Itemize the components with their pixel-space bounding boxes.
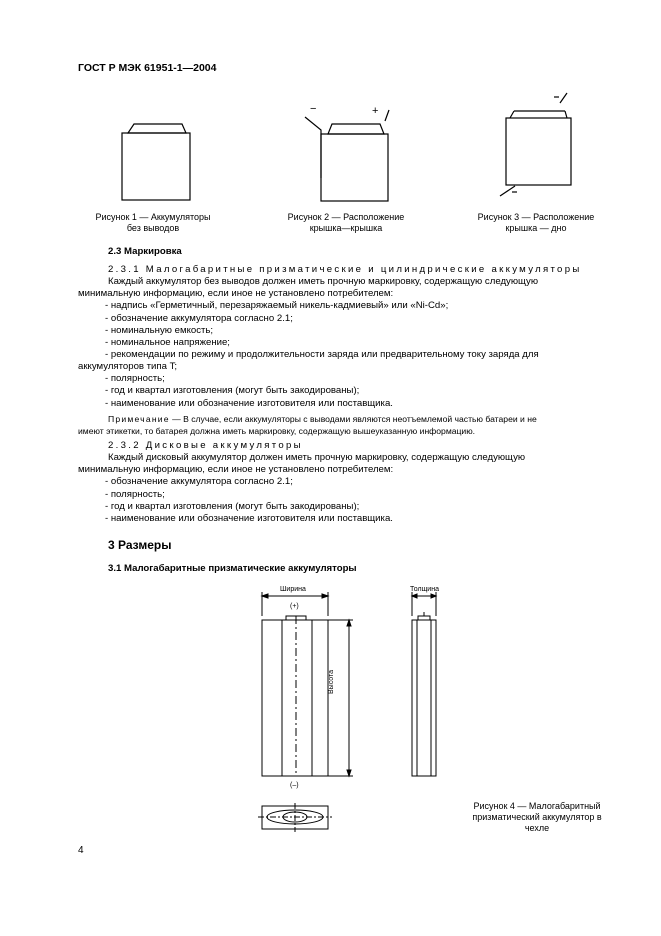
list-item: - наименование или обозначение изготовителя или поставщика.: [105, 513, 393, 524]
figures-1-3-drawing: [0, 0, 661, 240]
list-item: - год и квартал изготовления (могут быть закодированы);: [105, 501, 360, 512]
section-2-3-2-title: 2.3.2 Дисковые аккумуляторы: [108, 440, 303, 451]
list-item: - обозначение аккумулятора согласно 2.1;: [105, 476, 293, 487]
side-view-battery: [412, 620, 436, 776]
note-line-1: Примечание — В случае, если аккумуляторы с выводами являются неотъемлемой частью батареи и не: [108, 414, 537, 424]
list-item: - год и квартал изготовления (могут быть закодированы);: [105, 385, 360, 396]
figure-3-battery: [500, 93, 571, 196]
note-line-2: имеют этикетки, то батарея должна иметь маркировку, содержащую вышеуказанную информацию.: [78, 426, 476, 436]
section-3-1-heading: 3.1 Малогабаритные призматические аккумуляторы: [108, 563, 357, 574]
document-header: ГОСТ Р МЭК 61951-1—2004: [78, 62, 217, 74]
bottom-view-battery: [262, 806, 328, 829]
section-2-3-1-title: 2.3.1 Малогабаритные призматические и цилиндрические аккумуляторы: [108, 264, 582, 275]
minus-terminal-label: (–): [290, 782, 299, 789]
minus-sign: −: [310, 103, 317, 115]
section-2-3-heading: 2.3 Маркировка: [108, 246, 182, 257]
page-number: 4: [78, 845, 84, 856]
figure-3-caption: Рисунок 3 — Расположение крышка — дно: [477, 212, 595, 233]
figure-4-caption: Рисунок 4 — Малогабаритный призматический аккумулятор в чехле: [472, 801, 602, 833]
figure-1-caption: Рисунок 1 — Аккумуляторы без выводов: [95, 212, 211, 233]
list-item: - обозначение аккумулятора согласно 2.1;: [105, 313, 293, 324]
list-item: - полярность;: [105, 373, 165, 384]
list-item: - наименование или обозначение изготовителя или поставщика.: [105, 398, 393, 409]
plus-sign: +: [372, 105, 379, 117]
note-label: Примечание: [108, 414, 170, 424]
figure-2-battery: [305, 103, 389, 201]
list-item: - рекомендации по режиму и продолжительности заряда или предварительному току заряда для: [105, 349, 539, 360]
list-item: - полярность;: [105, 489, 165, 500]
list-item-continuation: аккумуляторов типа T;: [78, 361, 178, 372]
list-item: - номинальное напряжение;: [105, 337, 230, 348]
list-item: - номинальную емкость;: [105, 325, 214, 336]
figure-1-battery: [122, 124, 190, 200]
front-view-battery: [262, 620, 328, 776]
list-item: - надпись «Герметичный, перезаряжаемый никель-кадмиевый» или «Ni-Cd»;: [105, 300, 449, 311]
height-label: Высота: [328, 669, 335, 694]
figure-2-caption: Рисунок 2 — Расположение крышка—крышка: [287, 212, 405, 233]
paragraph-line: Каждый дисковый аккумулятор должен иметь прочную маркировку, содержащую следующую: [108, 452, 526, 463]
thickness-label: Толщина: [410, 586, 439, 593]
paragraph-line: Каждый аккумулятор без выводов должен иметь прочную маркировку, содержащую следующую: [108, 276, 539, 287]
width-label: Ширина: [280, 586, 306, 593]
section-3-heading: 3 Размеры: [108, 538, 172, 552]
paragraph-line: минимальную информацию, если иное не установлено потребителем:: [78, 288, 394, 299]
plus-terminal-label: (+): [290, 603, 299, 610]
paragraph-line: минимальную информацию, если иное не установлено потребителем:: [78, 464, 394, 475]
